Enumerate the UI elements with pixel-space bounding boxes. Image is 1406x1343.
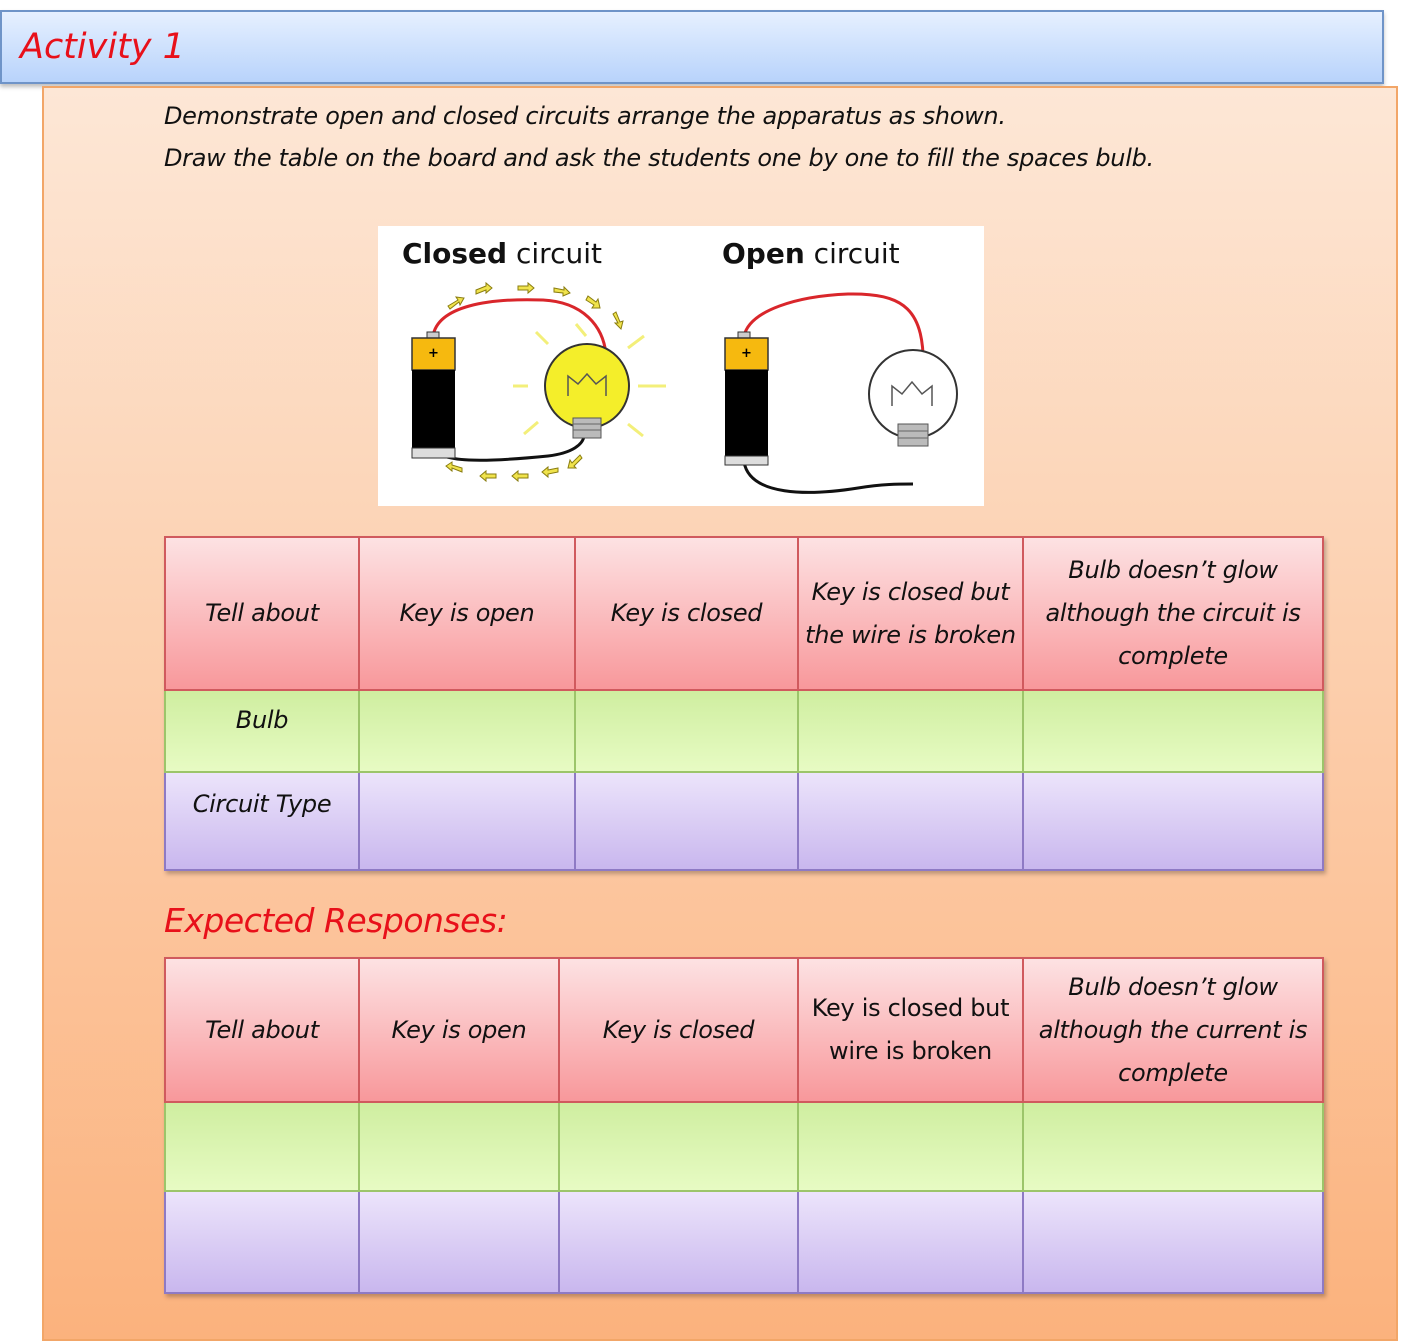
battery-icon xyxy=(725,332,768,465)
empty-cell xyxy=(559,1191,798,1293)
empty-cell xyxy=(575,772,798,870)
header-cell: Tell about xyxy=(165,958,359,1102)
battery-icon xyxy=(412,332,455,458)
activity-table xyxy=(164,536,1324,871)
empty-cell xyxy=(798,1102,1023,1191)
empty-cell xyxy=(359,1191,559,1293)
header-cell: Bulb doesn’t glow although the circuit is complete xyxy=(1023,537,1323,690)
header-cell: Tell about xyxy=(165,537,359,690)
closed-circuit xyxy=(412,283,666,481)
empty-cell xyxy=(1023,1102,1323,1191)
empty-cell xyxy=(575,690,798,772)
empty-cell xyxy=(359,1102,559,1191)
table-row-circuit-type xyxy=(165,772,1323,870)
instruction-line-2: Draw the table on the board and ask the students one by one to fill the spaces bulb. xyxy=(164,144,1154,172)
empty-cell xyxy=(359,690,575,772)
empty-cell xyxy=(559,1102,798,1191)
empty-cell xyxy=(1023,772,1323,870)
open-circuit xyxy=(725,294,957,492)
empty-cell xyxy=(359,772,575,870)
table-row-bulb xyxy=(165,690,1323,772)
header-cell: Bulb doesn’t glow although the current is complete xyxy=(1023,958,1323,1102)
closed-circuit-label: Closed circuit xyxy=(402,237,602,270)
svg-text:+: + xyxy=(741,346,752,361)
row-label-circuit-type: Circuit Type xyxy=(165,772,359,870)
header-cell: Key is open xyxy=(359,958,559,1102)
table-header-row xyxy=(165,958,1323,1102)
header-cell: Key is closed xyxy=(575,537,798,690)
empty-cell xyxy=(1023,1191,1323,1293)
header-cell: Key is closed but the wire is broken xyxy=(798,537,1023,690)
circuit-diagram xyxy=(378,226,984,506)
expected-responses-table xyxy=(164,957,1324,1294)
table-row xyxy=(165,1102,1323,1191)
expected-responses-heading: Expected Responses: xyxy=(164,901,508,940)
empty-cell xyxy=(1023,690,1323,772)
header-cell: Key is open xyxy=(359,537,575,690)
unlit-bulb-icon xyxy=(869,350,957,446)
lit-bulb-icon xyxy=(545,344,629,438)
row-label-bulb: Bulb xyxy=(165,690,359,772)
header-cell: Key is closed but wire is broken xyxy=(798,958,1023,1102)
svg-text:+: + xyxy=(428,346,439,361)
header-cell: Key is closed xyxy=(559,958,798,1102)
empty-cell xyxy=(798,772,1023,870)
table-row xyxy=(165,1191,1323,1293)
activity-title: Activity 1 xyxy=(20,27,185,67)
empty-cell xyxy=(798,1191,1023,1293)
table-header-row xyxy=(165,537,1323,690)
title-bar xyxy=(0,10,1384,84)
empty-cell xyxy=(165,1191,359,1293)
empty-cell xyxy=(165,1102,359,1191)
open-circuit-label: Open circuit xyxy=(722,237,900,270)
instruction-line-1: Demonstrate open and closed circuits arrange the apparatus as shown. xyxy=(164,102,1006,130)
empty-cell xyxy=(798,690,1023,772)
